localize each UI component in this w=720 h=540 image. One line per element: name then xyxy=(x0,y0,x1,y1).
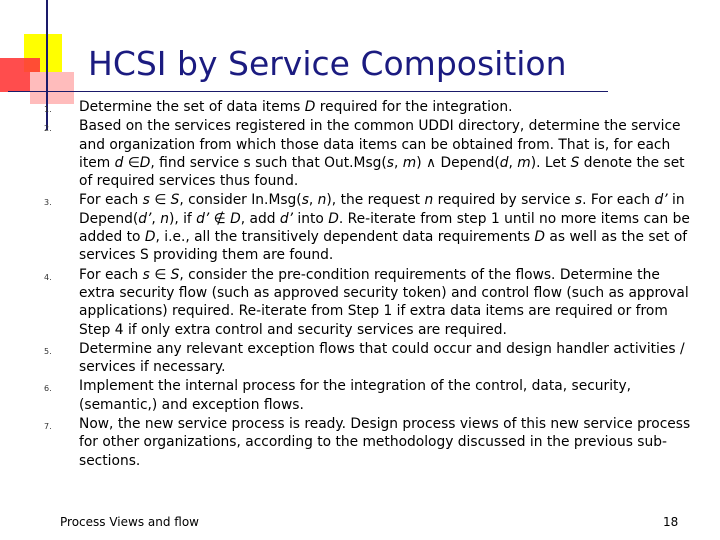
list-item xyxy=(30,266,695,339)
list-item xyxy=(30,415,695,470)
page-number: 18 xyxy=(663,515,679,529)
list-item xyxy=(30,98,695,116)
item-text: Now, the new service process is ready. Design process views of this new service process for other organizations, according to the methodology discussed in the previous sub-sections. xyxy=(79,416,691,469)
item-number: 1. xyxy=(44,105,52,114)
footer-text: Process Views and flow xyxy=(60,515,199,529)
list-item xyxy=(30,191,695,264)
item-number: 5. xyxy=(44,346,52,356)
slide-title: HCSI by Service Composition xyxy=(88,44,567,83)
item-text: For each s ∈ S, consider the pre-condition requirements of the flows. Determine the extra security flow (such as approved security token) and control flow (such as approval applications) required. Re-iterate from Step 1 if extra data items are required or from Step 4 if only extra control and security services are required. xyxy=(79,266,689,338)
title-underline xyxy=(8,91,608,92)
item-number: 2. xyxy=(44,124,52,134)
list-item xyxy=(30,340,695,377)
item-number: 3. xyxy=(44,198,52,208)
item-text: Based on the services registered in the common UDDI directory, determine the service and organization from which those data items can be obtained from. That is, for each item d ∈D, find service s such that Out.Msg(s, m) ∧ Depend(d, m). Let S denote the set of required services thus found. xyxy=(79,118,685,190)
item-text: Determine any relevant exception flows that could occur and design handler activities / services if necessary. xyxy=(79,340,685,376)
item-text: Determine the set of data items D required for the integration. xyxy=(79,99,513,115)
numbered-list xyxy=(30,98,695,471)
item-number: 4. xyxy=(44,272,52,282)
list-item xyxy=(30,377,695,414)
item-text: Implement the internal process for the integration of the control, data, security, (semantic,) and exception flows. xyxy=(79,378,631,413)
item-number: 6. xyxy=(44,384,52,394)
item-number: 7. xyxy=(44,422,52,432)
item-text: For each s ∈ S, consider In.Msg(s, n), the request n required by service s. For each d’ in Depend(d’, n), if d’ ∉ D, add d’ into D. Re-iterate from step 1 until no more items can be added to D, i.e., all the transitively dependent data requirements D as well as the set of services S providing them are found. xyxy=(79,192,690,264)
list-item xyxy=(30,117,695,190)
